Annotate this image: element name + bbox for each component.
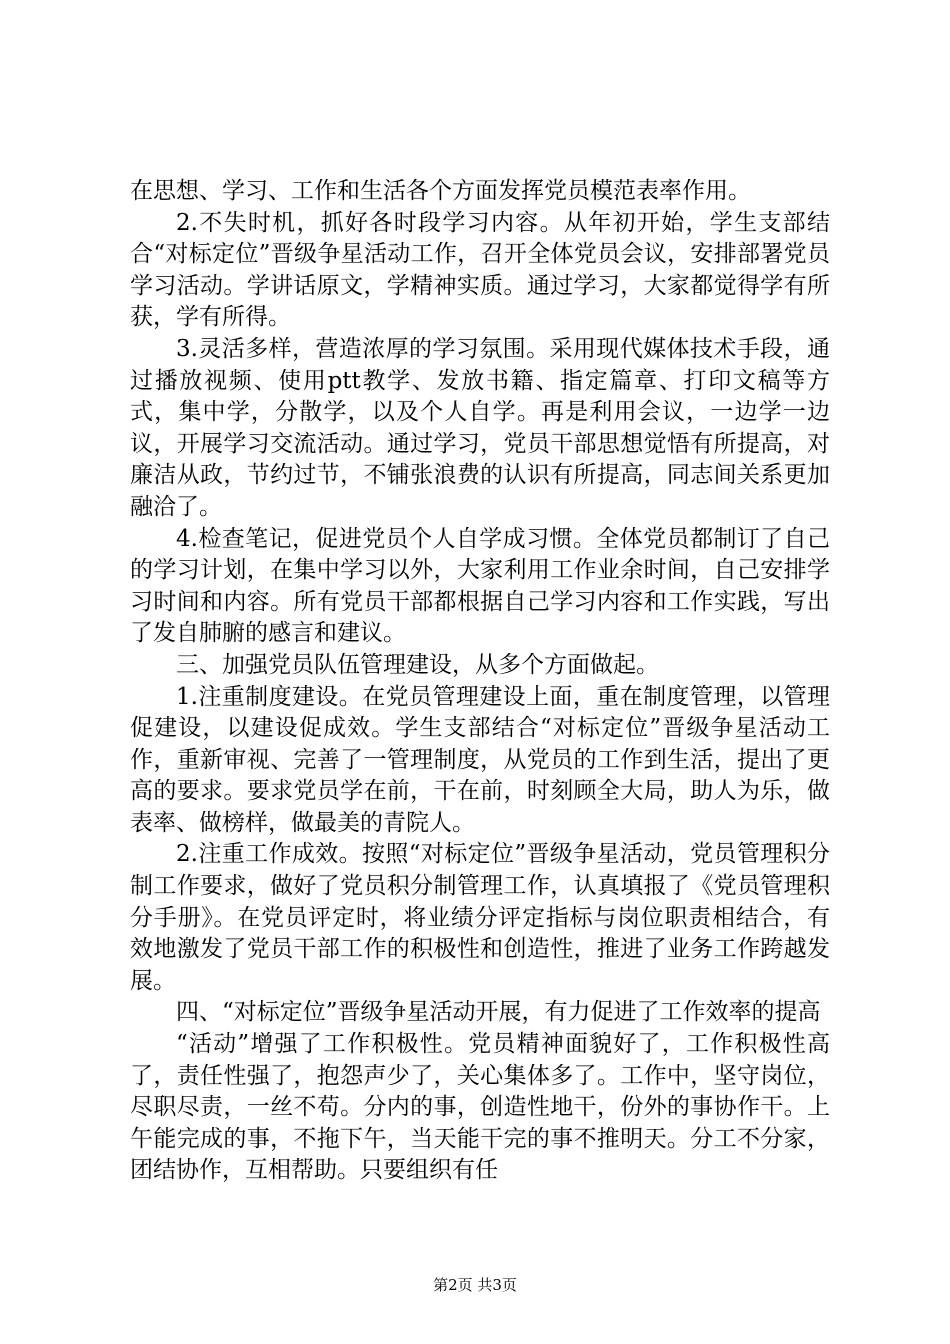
paragraph-7: “活动”增强了工作积极性。党员精神面貌好了，工作积极性高了，责任性强了，抱怨声少了，关心集体多了。工作中，坚守岗位，尽职尽责，一丝不苟。分内的事，创造性地干，份外的事协作干。上午能完成的事，不拖下午，当天能干完的事不推明天。分工不分家，团结协作，互相帮助。只要组织有任 [130,1031,830,1184]
paragraph-6: 2.注重工作成效。按照“对标定位”晋级争星活动，党员管理积分制工作要求，做好了党员积分制管理工作，认真填报了《党员管理积分手册》。在党员评定时，将业绩分评定指标与岗位职责相结合，有效地激发了党员干部工作的积极性和创造性，推进了业务工作跨越发展。 [130,841,830,994]
document-body [130,176,830,1187]
paragraph-5: 1.注重制度建设。在党员管理建设上面，重在制度管理，以管理促建设，以建设促成效。学生支部结合“对标定位”晋级争星活动工作，重新审视、完善了一管理制度，从党员的工作到生活，提出了更高的要求。要求党员学在前，干在前，时刻顾全大局，助人为乐，做表率、做榜样，做最美的青院人。 [130,683,830,836]
paragraph-4: 4.检查笔记，促进党员个人自学成习惯。全体党员都制订了自己的学习计划，在集中学习以外，大家利用工作业余时间，自己安排学习时间和内容。所有党员干部都根据自己学习内容和工作实践，写出了发自肺腑的感言和建议。 [130,525,830,647]
paragraph-1: 在思想、学习、工作和生活各个方面发挥党员模范表率作用。 [130,178,751,204]
paragraph-2: 2.不失时机，抓好各时段学习内容。从年初开始，学生支部结合“对标定位”晋级争星活动工作，召开全体党员会议，安排部署党员学习活动。学讲话原文，学精神实质。通过学习，大家都觉得学有所获，学有所得。 [130,209,830,331]
section-heading-3: 三、加强党员队伍管理建设，从多个方面做起。 [176,651,659,678]
section-heading-4: 四、“对标定位”晋级争星活动开展，有力促进了工作效率的提高 [176,999,821,1026]
page-footer: 第2页 共3页 [433,1276,517,1294]
paragraph-3: 3.灵活多样，营造浓厚的学习氛围。采用现代媒体技术手段，通过播放视频、使用ptt教学、发放书籍、指定篇章、打印文稿等方式，集中学，分散学，以及个人自学。再是利用会议，一边学一边议，开展学习交流活动。通过学习，党员干部思想觉悟有所提高，对廉洁从政，节约过节，不铺张浪费的认识有所提高，同志间关系更加融洽了。 [130,335,830,520]
